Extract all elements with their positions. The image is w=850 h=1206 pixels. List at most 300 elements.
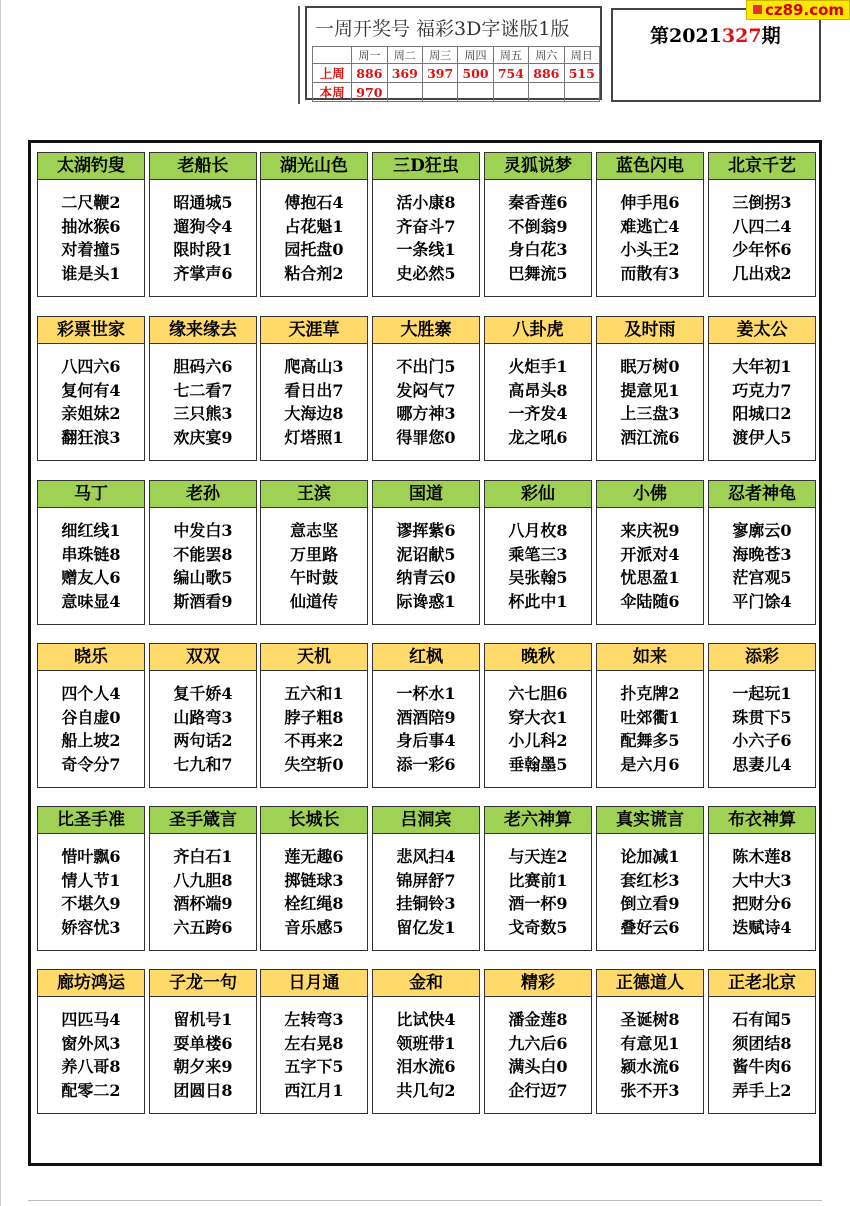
card-line: 复千娇4 bbox=[173, 684, 233, 703]
card-line: 须团结8 bbox=[732, 1033, 792, 1053]
weekday-row bbox=[313, 47, 600, 64]
card-line: 阳城口2 bbox=[732, 404, 792, 423]
puzzle-card bbox=[596, 969, 704, 1114]
card-line: 比赛前1 bbox=[508, 870, 568, 890]
card-line: 与天连2 bbox=[508, 847, 568, 866]
draw-number: 886 bbox=[352, 64, 387, 83]
puzzle-card bbox=[596, 152, 704, 297]
puzzle-card bbox=[37, 316, 145, 461]
draw-number: 500 bbox=[458, 64, 493, 83]
card-line: 齐奋斗7 bbox=[396, 216, 456, 236]
card-line: 际谗惑1 bbox=[396, 591, 456, 611]
card-line: 窗外风3 bbox=[61, 1033, 121, 1053]
card-title: 双双 bbox=[150, 644, 256, 671]
card-title: 天机 bbox=[261, 644, 367, 671]
card-line: 小头王2 bbox=[620, 240, 680, 259]
card-lines bbox=[373, 682, 479, 776]
card-lines bbox=[485, 682, 591, 776]
card-line: 酒杯端9 bbox=[173, 894, 233, 913]
card-lines bbox=[485, 1008, 591, 1102]
puzzle-card bbox=[149, 643, 257, 788]
card-lines bbox=[709, 191, 815, 285]
site-logo[interactable] bbox=[746, 0, 850, 20]
card-line: 耍单楼6 bbox=[173, 1033, 233, 1053]
card-lines bbox=[373, 355, 479, 449]
card-line: 园托盘0 bbox=[284, 240, 344, 259]
weekday-cell: 周二 bbox=[387, 47, 422, 64]
card-lines bbox=[485, 845, 591, 939]
card-lines bbox=[709, 845, 815, 939]
card-line: 酒酒陪9 bbox=[396, 707, 456, 727]
card-line: 二尺鞭2 bbox=[61, 193, 121, 212]
this-week-row bbox=[313, 83, 600, 102]
card-lines bbox=[38, 682, 144, 776]
puzzle-card bbox=[484, 643, 592, 788]
card-lines bbox=[38, 1008, 144, 1102]
puzzle-card bbox=[149, 969, 257, 1114]
card-line: 乘笔三3 bbox=[508, 544, 568, 564]
card-line: 养八哥8 bbox=[61, 1057, 121, 1076]
card-title: 大胜寨 bbox=[373, 317, 479, 344]
card-line: 忧思盈1 bbox=[620, 568, 680, 587]
weekly-draw-grid bbox=[312, 46, 600, 102]
puzzle-card bbox=[260, 969, 368, 1114]
card-line: 六七胆6 bbox=[508, 684, 568, 703]
card-line: 弄手上2 bbox=[732, 1080, 792, 1100]
card-lines bbox=[261, 845, 367, 939]
puzzle-card bbox=[149, 316, 257, 461]
card-title: 三D狂虫 bbox=[373, 153, 479, 180]
card-title: 老船长 bbox=[150, 153, 256, 180]
card-line: 谁是头1 bbox=[61, 263, 121, 283]
card-line: 难逃亡4 bbox=[620, 216, 680, 236]
last-week-row bbox=[313, 64, 600, 83]
card-lines bbox=[261, 519, 367, 613]
puzzle-card bbox=[596, 480, 704, 625]
card-title: 太湖钓叟 bbox=[38, 153, 144, 180]
draw-number: 754 bbox=[493, 64, 528, 83]
puzzle-card bbox=[484, 969, 592, 1114]
card-line: 谷自虚0 bbox=[61, 707, 121, 727]
card-line: 眠万树0 bbox=[620, 357, 680, 376]
issue-prefix: 第2021 bbox=[650, 25, 722, 47]
puzzle-card bbox=[37, 152, 145, 297]
card-line: 来庆祝9 bbox=[620, 521, 680, 540]
puzzle-card bbox=[372, 643, 480, 788]
card-line: 巴舞流5 bbox=[508, 263, 568, 283]
puzzle-card bbox=[484, 480, 592, 625]
card-line: 身白花3 bbox=[508, 240, 568, 259]
puzzle-card bbox=[708, 969, 816, 1114]
card-line: 一起玩1 bbox=[732, 684, 792, 703]
card-line: 平门馀4 bbox=[732, 591, 792, 611]
card-lines bbox=[597, 191, 703, 285]
card-line: 叠好云6 bbox=[620, 917, 680, 937]
puzzle-card bbox=[149, 152, 257, 297]
weekday-cell: 周日 bbox=[564, 47, 600, 64]
card-line: 开派对4 bbox=[620, 544, 680, 564]
card-line: 垂翰墨5 bbox=[508, 754, 568, 774]
card-line: 思妻儿4 bbox=[732, 754, 792, 774]
card-lines bbox=[261, 355, 367, 449]
draw-number bbox=[458, 83, 493, 102]
card-line: 珠贯下5 bbox=[732, 707, 792, 727]
card-line: 齐掌声6 bbox=[173, 263, 233, 283]
card-line: 脖子粗8 bbox=[284, 707, 344, 727]
card-line: 栓红绳8 bbox=[284, 894, 344, 913]
card-title: 马丁 bbox=[38, 481, 144, 508]
weekday-cell: 周三 bbox=[422, 47, 457, 64]
card-line: 留机号1 bbox=[173, 1010, 233, 1029]
draw-number bbox=[529, 83, 564, 102]
card-title: 比圣手准 bbox=[38, 807, 144, 834]
draw-number: 397 bbox=[422, 64, 457, 83]
card-line: 不出门5 bbox=[396, 357, 456, 376]
card-line: 娇容忧3 bbox=[61, 917, 121, 937]
card-title: 老孙 bbox=[150, 481, 256, 508]
card-title: 北京千艺 bbox=[709, 153, 815, 180]
card-line: 意味显4 bbox=[61, 591, 121, 611]
puzzle-card bbox=[596, 643, 704, 788]
card-title: 缘来缘去 bbox=[150, 317, 256, 344]
card-line: 提意见1 bbox=[620, 380, 680, 400]
card-line: 情人节1 bbox=[61, 870, 121, 890]
card-line: 掷链球3 bbox=[284, 870, 344, 890]
card-line: 泪水流6 bbox=[396, 1057, 456, 1076]
card-line: 占花魁1 bbox=[284, 216, 344, 236]
card-title: 忍者神龟 bbox=[709, 481, 815, 508]
puzzle-card bbox=[708, 480, 816, 625]
card-lines bbox=[597, 845, 703, 939]
card-line: 扑克牌2 bbox=[620, 684, 680, 703]
weekday-cell: 周四 bbox=[458, 47, 493, 64]
card-line: 得罪您0 bbox=[396, 427, 456, 447]
card-line: 而散有3 bbox=[620, 263, 680, 283]
card-line: 惜叶飘6 bbox=[61, 847, 121, 866]
card-line: 大年初1 bbox=[732, 357, 792, 376]
card-line: 左右晃8 bbox=[284, 1033, 344, 1053]
card-line: 不能罢8 bbox=[173, 544, 233, 564]
card-title: 如来 bbox=[597, 644, 703, 671]
card-line: 不再来2 bbox=[284, 731, 344, 750]
card-line: 渡伊人5 bbox=[732, 427, 792, 447]
card-line: 遛狗令4 bbox=[173, 216, 233, 236]
card-lines bbox=[709, 519, 815, 613]
card-line: 倒立看9 bbox=[620, 894, 680, 913]
card-line: 戈奇数5 bbox=[508, 917, 568, 937]
card-line: 五六和1 bbox=[284, 684, 344, 703]
card-line: 七九和7 bbox=[173, 754, 233, 774]
card-title: 吕洞宾 bbox=[373, 807, 479, 834]
weekly-draw-table bbox=[305, 6, 602, 100]
card-title: 红枫 bbox=[373, 644, 479, 671]
card-lines bbox=[597, 682, 703, 776]
card-line: 小六子6 bbox=[732, 731, 792, 750]
card-line: 八四六6 bbox=[61, 357, 121, 376]
card-line: 万里路 bbox=[289, 544, 338, 564]
card-line: 三只熊3 bbox=[173, 404, 233, 423]
puzzle-card bbox=[596, 806, 704, 951]
card-line: 意志坚 bbox=[289, 521, 338, 540]
card-line: 四匹马4 bbox=[61, 1010, 121, 1029]
card-line: 史必然5 bbox=[396, 263, 456, 283]
card-line: 洒江流6 bbox=[620, 427, 680, 447]
card-title: 彩仙 bbox=[485, 481, 591, 508]
card-line: 领班带1 bbox=[396, 1033, 456, 1053]
card-lines bbox=[597, 1008, 703, 1102]
weekday-cell: 周五 bbox=[493, 47, 528, 64]
card-line: 齐白石1 bbox=[173, 847, 233, 866]
card-line: 留亿发1 bbox=[396, 917, 456, 937]
card-line: 山路弯3 bbox=[173, 707, 233, 727]
card-title: 彩票世家 bbox=[38, 317, 144, 344]
card-line: 迭赋诗4 bbox=[732, 917, 792, 937]
card-line: 茫宫观5 bbox=[732, 568, 792, 587]
card-lines bbox=[150, 682, 256, 776]
card-line: 少年怀6 bbox=[732, 240, 792, 259]
card-line: 企行迈7 bbox=[508, 1080, 568, 1100]
card-line: 左转弯3 bbox=[284, 1010, 344, 1029]
card-title: 正老北京 bbox=[709, 970, 815, 997]
puzzle-card bbox=[260, 152, 368, 297]
draw-number: 886 bbox=[529, 64, 564, 83]
card-line: 火炬手1 bbox=[508, 357, 568, 376]
corner-cell bbox=[313, 47, 352, 64]
card-title: 王滨 bbox=[261, 481, 367, 508]
puzzle-card bbox=[149, 806, 257, 951]
card-line: 抽冰猴6 bbox=[61, 216, 121, 236]
card-line: 颍水流6 bbox=[620, 1057, 680, 1076]
card-lines bbox=[150, 519, 256, 613]
draw-number bbox=[564, 83, 600, 102]
card-line: 限时段1 bbox=[173, 240, 233, 259]
puzzle-card bbox=[37, 643, 145, 788]
card-line: 配零二2 bbox=[61, 1080, 121, 1100]
card-lines bbox=[38, 191, 144, 285]
card-line: 斯酒看9 bbox=[173, 591, 233, 611]
card-line: 潘金莲8 bbox=[508, 1010, 568, 1029]
card-line: 几出戏2 bbox=[732, 263, 792, 283]
card-line: 添一彩6 bbox=[396, 754, 456, 774]
card-title: 廊坊鸿运 bbox=[38, 970, 144, 997]
puzzle-card bbox=[484, 152, 592, 297]
puzzle-card bbox=[372, 152, 480, 297]
card-lines bbox=[38, 355, 144, 449]
header-divider bbox=[298, 6, 300, 104]
card-line: 锦屏舒7 bbox=[396, 870, 456, 890]
card-line: 粘合剂2 bbox=[284, 263, 344, 283]
card-lines bbox=[597, 355, 703, 449]
draw-number bbox=[387, 83, 422, 102]
puzzle-card bbox=[708, 316, 816, 461]
card-title: 正德道人 bbox=[597, 970, 703, 997]
row-label: 上周 bbox=[313, 64, 352, 83]
card-lines bbox=[150, 1008, 256, 1102]
card-title: 添彩 bbox=[709, 644, 815, 671]
weekday-cell: 周一 bbox=[352, 47, 387, 64]
card-lines bbox=[485, 519, 591, 613]
card-lines bbox=[597, 519, 703, 613]
card-title: 天涯草 bbox=[261, 317, 367, 344]
card-line: 一齐发4 bbox=[508, 404, 568, 423]
card-line: 酒一杯9 bbox=[508, 894, 568, 913]
card-line: 失空斩0 bbox=[284, 754, 344, 774]
card-line: 细红线1 bbox=[61, 521, 121, 540]
card-line: 配舞多5 bbox=[620, 731, 680, 750]
issue-suffix: 期 bbox=[761, 25, 781, 47]
card-line: 酱牛肉6 bbox=[732, 1057, 792, 1076]
puzzle-card bbox=[37, 806, 145, 951]
card-line: 午时鼓 bbox=[289, 568, 338, 587]
card-lines bbox=[150, 191, 256, 285]
card-line: 秦香莲6 bbox=[508, 193, 568, 212]
card-line: 船上坡2 bbox=[61, 731, 121, 750]
card-lines bbox=[373, 519, 479, 613]
card-line: 圣诞树8 bbox=[620, 1010, 680, 1029]
card-lines bbox=[261, 682, 367, 776]
draw-number: 970 bbox=[352, 83, 387, 102]
card-title: 子龙一句 bbox=[150, 970, 256, 997]
card-lines bbox=[485, 355, 591, 449]
card-title: 灵狐说梦 bbox=[485, 153, 591, 180]
card-line: 伸手甩6 bbox=[620, 193, 680, 212]
puzzle-card bbox=[260, 316, 368, 461]
card-line: 爬高山3 bbox=[284, 357, 344, 376]
card-line: 欢庆宴9 bbox=[173, 427, 233, 447]
issue-number bbox=[650, 21, 781, 48]
card-line: 纳青云0 bbox=[396, 568, 456, 587]
card-title: 八卦虎 bbox=[485, 317, 591, 344]
card-line: 朝夕来9 bbox=[173, 1057, 233, 1076]
puzzle-card bbox=[372, 316, 480, 461]
puzzle-card bbox=[484, 316, 592, 461]
card-lines bbox=[709, 682, 815, 776]
card-line: 共几句2 bbox=[396, 1080, 456, 1100]
card-line: 上三盘3 bbox=[620, 404, 680, 423]
card-lines bbox=[485, 191, 591, 285]
puzzle-card bbox=[372, 806, 480, 951]
card-line: 哪方神3 bbox=[396, 404, 456, 423]
card-line: 不堪久9 bbox=[61, 894, 121, 913]
card-line: 八月枚8 bbox=[508, 521, 568, 540]
card-lines bbox=[150, 845, 256, 939]
puzzle-card bbox=[708, 643, 816, 788]
card-line: 对着撞5 bbox=[61, 240, 121, 259]
card-line: 四个人4 bbox=[61, 684, 121, 703]
card-line: 昭通城5 bbox=[173, 193, 233, 212]
card-title: 圣手箴言 bbox=[150, 807, 256, 834]
card-line: 活小康8 bbox=[396, 193, 456, 212]
card-line: 谬挥紫6 bbox=[396, 521, 456, 540]
card-line: 海晚苍3 bbox=[732, 544, 792, 564]
card-line: 团圆日8 bbox=[173, 1080, 233, 1100]
card-lines bbox=[709, 355, 815, 449]
card-line: 不倒翁9 bbox=[508, 216, 568, 236]
card-lines bbox=[373, 191, 479, 285]
card-line: 穿大衣1 bbox=[508, 707, 568, 727]
card-lines bbox=[38, 845, 144, 939]
card-line: 陈木莲8 bbox=[732, 847, 792, 866]
card-line: 仙道传 bbox=[289, 591, 338, 611]
card-line: 吐郊衢1 bbox=[620, 707, 680, 727]
card-line: 伞陆随6 bbox=[620, 591, 680, 611]
card-line: 赠友人6 bbox=[61, 568, 121, 587]
card-line: 吴张翰5 bbox=[508, 568, 568, 587]
card-title: 长城长 bbox=[261, 807, 367, 834]
puzzle-card bbox=[260, 643, 368, 788]
card-line: 九六后6 bbox=[508, 1033, 568, 1053]
card-lines bbox=[150, 355, 256, 449]
card-line: 高昂头8 bbox=[508, 380, 568, 400]
draw-number: 369 bbox=[387, 64, 422, 83]
square-icon bbox=[753, 5, 762, 14]
weekday-cell: 周六 bbox=[529, 47, 564, 64]
card-title: 真实谎言 bbox=[597, 807, 703, 834]
card-line: 西江月1 bbox=[284, 1080, 344, 1100]
card-title: 布衣神算 bbox=[709, 807, 815, 834]
left-rule bbox=[0, 0, 1, 1206]
card-line: 音乐感5 bbox=[284, 917, 344, 937]
issue-highlight: 327 bbox=[721, 25, 762, 47]
card-line: 把财分6 bbox=[732, 894, 792, 913]
card-line: 比试快4 bbox=[396, 1010, 456, 1029]
card-line: 灯塔照1 bbox=[284, 427, 344, 447]
card-line: 中发白3 bbox=[173, 521, 233, 540]
card-line: 串珠链8 bbox=[61, 544, 121, 564]
footer-rule bbox=[28, 1200, 822, 1201]
card-line: 六五跨6 bbox=[173, 917, 233, 937]
card-title: 及时雨 bbox=[597, 317, 703, 344]
card-title: 姜太公 bbox=[709, 317, 815, 344]
card-line: 发闷气7 bbox=[396, 380, 456, 400]
card-line: 大海边8 bbox=[284, 404, 344, 423]
card-title: 晚秋 bbox=[485, 644, 591, 671]
card-line: 编山歌5 bbox=[173, 568, 233, 587]
card-lines bbox=[373, 845, 479, 939]
card-line: 张不开3 bbox=[620, 1080, 680, 1100]
draw-number bbox=[422, 83, 457, 102]
card-line: 满头白0 bbox=[508, 1057, 568, 1076]
card-line: 奇令分7 bbox=[61, 754, 121, 774]
puzzle-card bbox=[149, 480, 257, 625]
puzzle-card bbox=[260, 806, 368, 951]
card-title: 老六神算 bbox=[485, 807, 591, 834]
card-line: 有意见1 bbox=[620, 1033, 680, 1053]
puzzle-card bbox=[37, 969, 145, 1114]
card-line: 七二看7 bbox=[173, 380, 233, 400]
puzzle-card bbox=[372, 480, 480, 625]
card-lines bbox=[373, 1008, 479, 1102]
card-line: 巧克力7 bbox=[732, 380, 792, 400]
card-line: 八九胆8 bbox=[173, 870, 233, 890]
card-line: 泥诏献5 bbox=[396, 544, 456, 564]
card-line: 看日出7 bbox=[284, 380, 344, 400]
card-title: 蓝色闪电 bbox=[597, 153, 703, 180]
card-line: 小儿科2 bbox=[508, 731, 568, 750]
card-line: 寥廓云0 bbox=[732, 521, 792, 540]
card-title: 金和 bbox=[373, 970, 479, 997]
card-line: 大中大3 bbox=[732, 870, 792, 890]
card-title: 晓乐 bbox=[38, 644, 144, 671]
card-line: 套红杉3 bbox=[620, 870, 680, 890]
card-line: 亲姐妹2 bbox=[61, 404, 121, 423]
issue-box bbox=[611, 8, 821, 102]
card-line: 身后事4 bbox=[396, 731, 456, 750]
card-line: 悲风扫4 bbox=[396, 847, 456, 866]
card-title: 小佛 bbox=[597, 481, 703, 508]
card-line: 挂铜铃3 bbox=[396, 894, 456, 913]
card-lines bbox=[261, 191, 367, 285]
